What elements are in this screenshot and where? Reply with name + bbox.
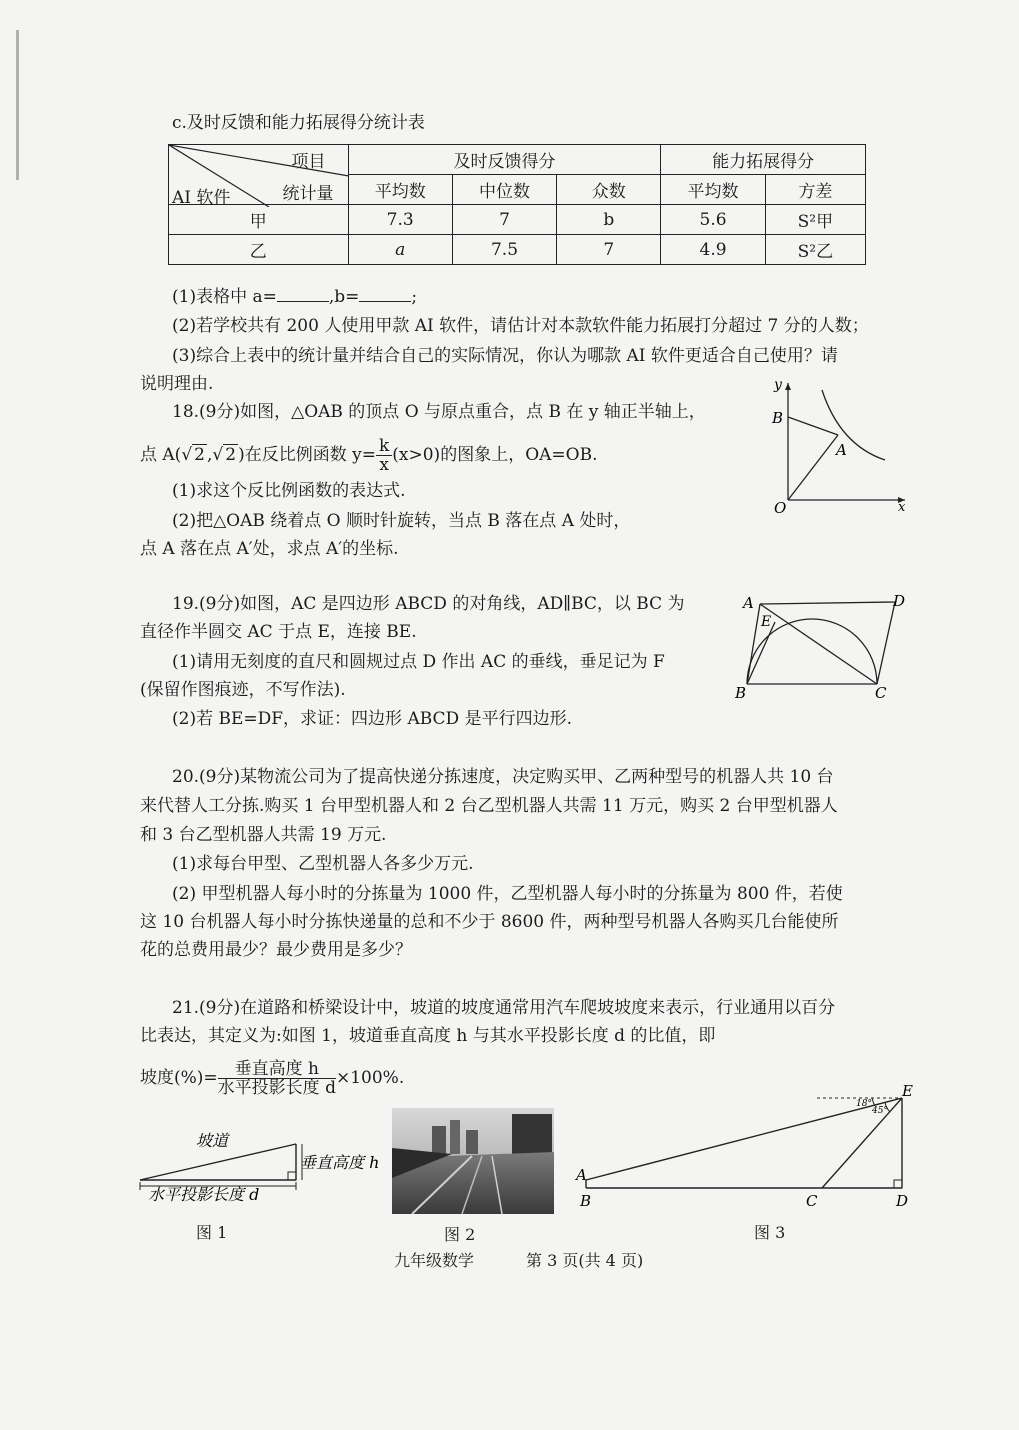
table-cell: 4.9: [661, 235, 765, 265]
q18-line3: (1)求这个反比例函数的表达式.: [172, 481, 406, 501]
table-caption: c.及时反馈和能力拓展得分统计表: [172, 113, 425, 133]
axis-label-y: y: [774, 377, 782, 393]
fig1-length-label: 水平投影长度 d: [148, 1185, 260, 1204]
point-label-O: O: [774, 499, 787, 515]
scan-edge: [16, 30, 19, 180]
q18-line5: 点 A 落在点 A′处，求点 A′的坐标.: [140, 539, 399, 559]
road-photo: [392, 1108, 554, 1214]
point-label-B: B: [580, 1192, 592, 1210]
group-header-extension: 能力拓展得分: [661, 145, 866, 175]
table-cell: 7.5: [452, 235, 556, 265]
fig1-caption: 图 1: [196, 1223, 228, 1242]
stats-table: [168, 144, 866, 265]
fig3-angle-18: 18°: [856, 1099, 872, 1109]
table-cell: S²甲: [765, 205, 865, 235]
q19-line2: 直径作半圆交 AC 于点 E，连接 BE.: [140, 622, 417, 642]
fig1-slope-label: 坡道: [196, 1131, 229, 1150]
q21-figure3: [572, 1082, 917, 1212]
slope-fraction: $\frac{\text{垂直高度 h}}{\text{水平投影长度 d}}$: [217, 1059, 336, 1098]
q21-formula: 坡度(%)= $\frac{\text{垂直高度 h}}{\text{水平投影长度 d}}$ ×100%.: [140, 1059, 405, 1098]
q17-part2: (2)若学校共有 200 人使用甲款 AI 软件，请估计对本款软件能力拓展打分超过 7 分的人数；: [172, 316, 869, 336]
point-label-E: E: [761, 614, 772, 630]
sub-header: 众数: [557, 175, 661, 205]
q18-figure: [760, 375, 910, 515]
q19-line5: (2)若 BE=DF，求证：四边形 ABCD 是平行四边形.: [172, 709, 572, 729]
q17-part3-cont: 说明理由.: [140, 374, 214, 394]
q17-part1: (1)表格中 a= ,b= ;: [172, 287, 418, 307]
row-name: 乙: [169, 235, 349, 265]
table-cell: 7.3: [348, 205, 452, 235]
point-label-D: D: [896, 1192, 909, 1210]
point-label-D: D: [893, 592, 906, 610]
q19-line1: 19.(9分)如图，AC 是四边形 ABCD 的对角线，AD∥BC，以 BC 为: [172, 594, 685, 614]
table-cell: S²乙: [765, 235, 865, 265]
q21-line2: 比表达，其定义为:如图 1，坡道垂直高度 h 与其水平投影长度 d 的比值，即: [140, 1026, 716, 1046]
point-label-A: A: [836, 441, 847, 459]
q19-line4: (保留作图痕迹，不写作法).: [140, 680, 346, 700]
point-label-A: A: [576, 1166, 587, 1184]
table-cell: b: [557, 205, 661, 235]
table-cell: 7: [452, 205, 556, 235]
q20-line1: 20.(9分)某物流公司为了提高快递分拣速度，决定购买甲、乙两种型号的机器人共 10 台: [172, 767, 834, 787]
q17-part3: (3)综合上表中的统计量并结合自己的实际情况，你认为哪款 AI 软件更适合自己使用？请: [172, 346, 838, 366]
point-label-C: C: [806, 1192, 818, 1210]
fig2-caption: 图 2: [444, 1225, 476, 1244]
q18-line1: 18.(9分)如图，△OAB 的顶点 O 与原点重合，点 B 在 y 轴正半轴上，: [172, 402, 706, 422]
fig1-height-label: 垂直高度 h: [300, 1153, 380, 1172]
q19-figure: [735, 588, 915, 703]
table-row: [169, 205, 866, 235]
table-cell: 5.6: [661, 205, 765, 235]
sub-header: 平均数: [348, 175, 452, 205]
point-label-A: A: [743, 594, 754, 612]
q18-line2: 点 A(√ 2 ,√ 2 )在反比例函数 y= $\frac{k}{x}$ (x>0)的图象上，OA=OB.: [140, 436, 598, 475]
footer-page: 第 3 页(共 4 页): [526, 1251, 644, 1270]
sub-header: 中位数: [452, 175, 556, 205]
corner-label-software: AI 软件: [172, 188, 231, 208]
point-label-C: C: [875, 684, 887, 702]
q20-line2: 来代替人工分拣.购买 1 台甲型机器人和 2 台乙型机器人共需 11 万元，购买 2 台甲型机器人: [140, 796, 838, 816]
point-label-B: B: [772, 409, 784, 427]
table-corner-cell: [169, 145, 349, 208]
axis-label-x: x: [898, 500, 906, 515]
point-label-B: B: [735, 684, 747, 702]
q19-line3: (1)请用无刻度的直尺和圆规过点 D 作出 AC 的垂线，垂足记为 F: [172, 652, 665, 672]
fig3-caption: 图 3: [754, 1223, 786, 1242]
row-name: 甲: [169, 205, 349, 235]
table-cell: a: [348, 235, 452, 265]
answer-blank-b[interactable]: [359, 287, 411, 302]
corner-label-stat: 统计量: [282, 184, 334, 204]
table-row: [169, 235, 866, 265]
footer-subject: 九年级数学: [394, 1251, 475, 1270]
q20-line5: (2) 甲型机器人每小时的分拣量为 1000 件，乙型机器人每小时的分拣量为 800 件，若使: [172, 884, 843, 904]
point-label-E: E: [902, 1082, 913, 1100]
q18-line4: (2)把△OAB 绕着点 O 顺时针旋转，当点 B 落在点 A 处时，: [172, 511, 631, 531]
q20-line6: 这 10 台机器人每小时分拣快递量的总和不少于 8600 件，两种型号机器人各购买几台能使所: [140, 912, 839, 932]
fig3-angle-45: 45°: [872, 1106, 888, 1116]
q20-line3: 和 3 台乙型机器人共需 19 万元.: [140, 825, 387, 845]
group-header-feedback: 及时反馈得分: [348, 145, 661, 175]
q20-line7: 花的总费用最少？最少费用是多少？: [140, 940, 412, 960]
sub-header: 平均数: [661, 175, 765, 205]
q21-line1: 21.(9分)在道路和桥梁设计中，坡道的坡度通常用汽车爬坡坡度来表示，行业通用以百分: [172, 998, 836, 1018]
sub-header: 方差: [765, 175, 865, 205]
corner-label-item: 项目: [291, 152, 326, 172]
table-cell: 7: [557, 235, 661, 265]
q21-figure1: [136, 1126, 396, 1206]
answer-blank-a[interactable]: [277, 287, 329, 302]
fraction-k-over-x: $\frac{k}{x}$: [376, 437, 392, 474]
q20-line4: (1)求每台甲型、乙型机器人各多少万元.: [172, 854, 474, 874]
